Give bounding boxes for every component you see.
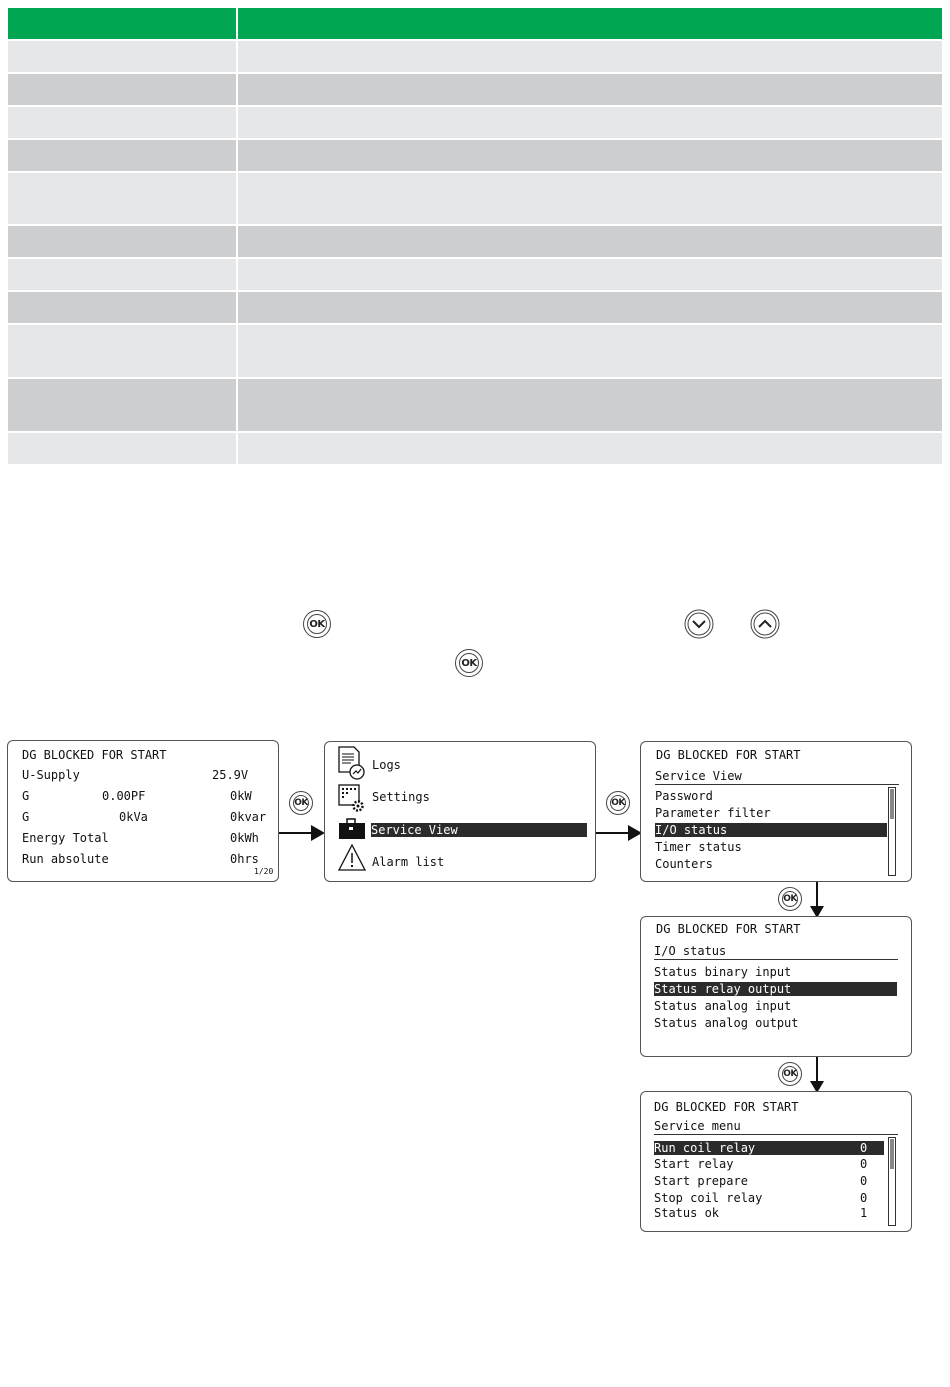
menu-item: Status binary input — [654, 965, 792, 979]
scrollbar — [888, 1137, 896, 1226]
ok-button-icon: OK — [778, 1062, 802, 1086]
table-row — [8, 140, 942, 173]
relay-value: 1 — [860, 1206, 868, 1220]
relay-label: Start relay — [654, 1157, 734, 1171]
menu-item-settings: Settings — [372, 790, 430, 804]
table-row — [8, 74, 942, 107]
flow-arrow — [279, 832, 323, 834]
screen-subtitle: I/O status — [654, 944, 727, 958]
relay-value: 0 — [860, 1141, 868, 1155]
relay-label: Stop coil relay — [654, 1191, 763, 1205]
relay-label: Status ok — [654, 1206, 720, 1220]
divider — [655, 784, 899, 785]
row-value: 0hrs — [230, 852, 259, 866]
relay-row — [654, 1174, 884, 1188]
table-row — [8, 292, 942, 325]
screen-title: DG BLOCKED FOR START — [656, 748, 801, 762]
scrollbar — [888, 787, 896, 876]
table-row — [8, 259, 942, 292]
screen-subtitle: Service menu — [654, 1119, 741, 1133]
relay-row — [654, 1206, 884, 1220]
row-value: 25.9V — [212, 768, 249, 782]
menu-item-service-view: Service View — [371, 823, 587, 837]
screen-service-menu — [640, 1091, 912, 1232]
menu-item: Counters — [655, 857, 713, 871]
down-arrow-button-icon — [684, 609, 714, 639]
table-row — [8, 107, 942, 140]
relay-label: Run coil relay — [654, 1141, 756, 1155]
row-label: Energy Total — [22, 831, 109, 845]
screen-title: DG BLOCKED FOR START — [656, 922, 801, 936]
table-row — [8, 379, 942, 433]
table-row — [8, 173, 942, 226]
alarm-list-icon — [337, 843, 367, 873]
screen-title: DG BLOCKED FOR START — [22, 748, 167, 762]
screen-subtitle: Service View — [655, 769, 742, 783]
relay-value: 0 — [860, 1157, 868, 1171]
screen-title: DG BLOCKED FOR START — [654, 1100, 799, 1114]
relay-row — [654, 1191, 884, 1205]
logs-icon — [337, 746, 367, 780]
row-label: Run absolute — [22, 852, 109, 866]
menu-item: Password — [655, 789, 713, 803]
row-value: 0kWh — [230, 831, 259, 845]
relay-row-selected — [654, 1141, 884, 1155]
divider — [654, 1134, 898, 1135]
service-view-icon — [337, 818, 367, 840]
menu-item: Status analog input — [654, 999, 792, 1013]
info-table — [8, 8, 942, 466]
row-mid-value: 0kVa — [119, 810, 148, 824]
table-row — [8, 325, 942, 379]
ok-button-icon: OK — [303, 610, 331, 638]
screen-io-status — [640, 916, 912, 1057]
relay-value: 0 — [860, 1191, 868, 1205]
screen-main-menu — [324, 741, 596, 882]
relay-value: 0 — [860, 1174, 868, 1188]
ok-button-icon: OK — [606, 791, 630, 815]
ok-button-icon: OK — [289, 791, 313, 815]
relay-label: Start prepare — [654, 1174, 748, 1188]
screen-service-view — [640, 741, 912, 882]
screen-main-measurement — [7, 740, 279, 882]
table-row — [8, 226, 942, 259]
row-label: G — [22, 789, 30, 803]
relay-row — [654, 1157, 884, 1171]
row-label: G — [22, 810, 30, 824]
flow-arrow — [596, 832, 640, 834]
row-value: 0kvar — [230, 810, 267, 824]
menu-item: Status analog output — [654, 1016, 799, 1030]
menu-item: Parameter filter — [655, 806, 771, 820]
menu-item: Timer status — [655, 840, 742, 854]
menu-item-alarm-list: Alarm list — [372, 855, 445, 869]
table-row — [8, 41, 942, 74]
table-row — [8, 433, 942, 466]
row-label: U-Supply — [22, 768, 80, 782]
settings-icon — [337, 782, 367, 814]
row-value: 0kW — [230, 789, 252, 803]
menu-item-selected: I/O status — [655, 823, 887, 837]
menu-item-selected: Status relay output — [654, 982, 897, 996]
ok-button-icon: OK — [455, 649, 483, 677]
flow-arrow — [816, 1057, 818, 1091]
menu-item-logs: Logs — [372, 758, 401, 772]
page-indicator: 1/20 — [254, 867, 274, 876]
row-mid-value: 0.00PF — [102, 789, 146, 803]
table-header — [8, 8, 942, 41]
flow-arrow — [816, 882, 818, 916]
up-arrow-button-icon — [750, 609, 780, 639]
divider — [654, 959, 898, 960]
ok-button-icon: OK — [778, 887, 802, 911]
